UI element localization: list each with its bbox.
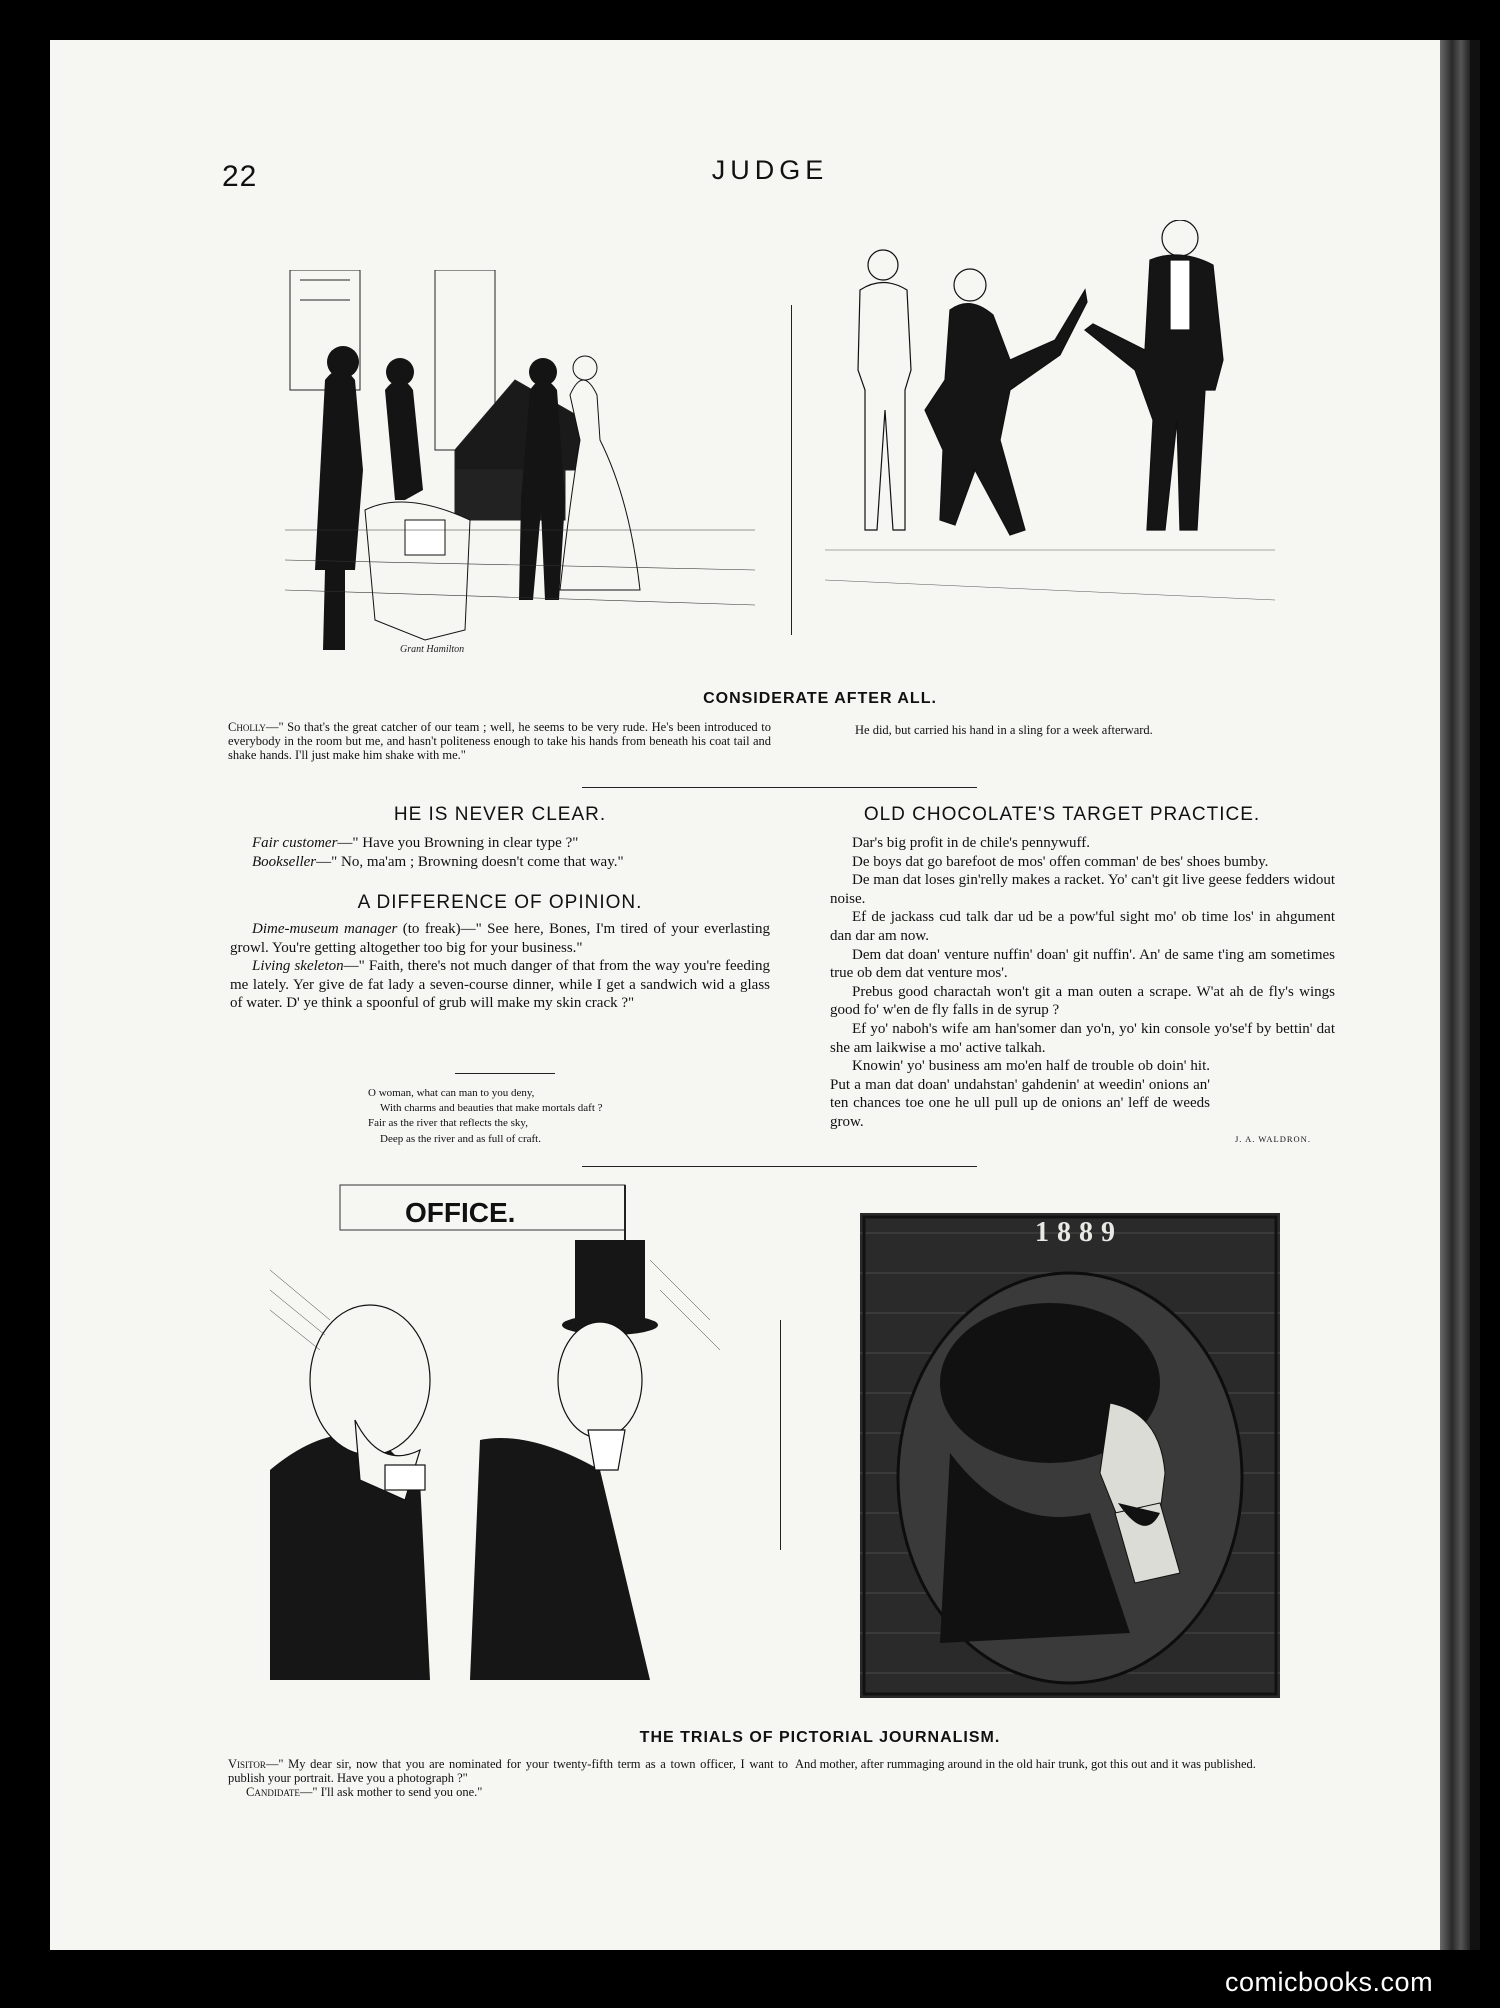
artist-signature: Grant Hamilton [400, 644, 465, 655]
cholly-quote: —" So that's the great catcher of our team ; well, he seems to be very rude. He's been introduced to everybody in the room but me, and hasn't politeness enough to take his hands from beneath his coat tail and shake hands. I'll just make him shake with me." [228, 720, 771, 762]
heading-target-practice: OLD CHOCOLATE'S TARGET PRACTICE. [863, 804, 1261, 825]
caption-mother: And mother, after rummaging around in the old hair trunk, got this out and it was published. [795, 1757, 1256, 1771]
never-clear-text [230, 834, 770, 871]
proverb-paragraph: De boys dat go barefoot de mos' offen comman' de bes' shoes bumby. [852, 853, 1269, 870]
heading-difference: A DIFFERENCE OF OPINION. [357, 892, 643, 913]
watermark: comicbooks.com [1225, 1967, 1434, 1997]
book-spine [1470, 40, 1480, 1950]
candidate-quote: —" I'll ask mother to send you one." [299, 1785, 483, 1799]
proverb-paragraph: Dar's big profit in de chile's pennywuff. [852, 835, 1090, 851]
caption-title-considerate: CONSIDERATE AFTER ALL. [703, 690, 937, 707]
bookseller-speaker: Bookseller [252, 853, 317, 870]
manager-speaker: Dime-museum manager [252, 921, 398, 937]
poem-divider [455, 1073, 555, 1074]
poem-line: Deep as the river and as full of craft. [380, 1132, 541, 1145]
poem-line: Fair as the river that reflects the sky, [368, 1117, 528, 1130]
poem [368, 1086, 698, 1147]
illustration-ballroom [285, 270, 755, 680]
office-sign: OFFICE. [405, 1197, 516, 1228]
speaker-candidate: Candidate [246, 1785, 300, 1799]
skeleton-speaker: Living skeleton [252, 958, 344, 975]
year-label: 1889 [1035, 1217, 1123, 1248]
proverb-paragraph: Ef de jackass cud talk dar ud be a pow'ful sight mo' ob time los' in ahgument dan dar am now. [830, 909, 1335, 944]
bookseller-line: —" No, ma'am ; Browning doesn't come that way." [316, 853, 624, 870]
proverb-paragraph: Knowin' yo' business am mo'en half de trouble ob doin' hit. Put a man dat doan' undahstan' gahdenin' at weedin' onions an' ten chances toe one he ull pull up de onions an' leff de weeds grow. [830, 1058, 1210, 1130]
vertical-divider-top [791, 305, 792, 635]
illustration-handshake [825, 220, 1275, 650]
illustration-office [270, 1180, 770, 1680]
target-practice-text [830, 834, 1335, 1132]
speaker-cholly: Cholly [228, 720, 266, 734]
poem-line: With charms and beauties that make mortals daft ? [380, 1102, 603, 1115]
proverb-paragraph: Ef yo' naboh's wife am han'somer dan yo'n, yo' kin console yo'se'f by bettin' dat she am laikwise a mo' active talkah. [830, 1020, 1335, 1056]
page-number: 22 [222, 160, 258, 193]
proverb-paragraph: Dem dat doan' venture nuffin' doan' git nuffin'. An' de same t'ing am sometimes true ob dem dat venture mos'. [830, 946, 1335, 982]
page-stack-edge [1440, 40, 1470, 1950]
fair-customer-line: —" Have you Browning in clear type ?" [337, 835, 579, 851]
divider-rule-middle [582, 1166, 977, 1167]
masthead-title: JUDGE [711, 155, 829, 185]
proverb-paragraph: Prebus good charactah won't git a man outen a scrape. W'at ah de fly's wings good fo' w'en de fly falls in de syrup ? [830, 983, 1335, 1019]
vertical-divider-bottom [780, 1320, 781, 1550]
caption-cholly [228, 720, 771, 762]
speaker-visitor: Visitor [228, 1757, 266, 1771]
skeleton-line: —" Faith, there's not much danger of that from the way you're feeding me lately. Yer give de fat lady a seven-course dinner, while I get a sandwich wid a glass of water. D' ye think a spoonful of grub will make my skin crack ?" [230, 958, 771, 1012]
fair-customer-speaker: Fair customer [252, 835, 338, 851]
divider-rule-top [582, 787, 977, 788]
caption-visitor [228, 1757, 788, 1799]
poem-line: O woman, what can man to you deny, [368, 1087, 535, 1099]
caption-title-journalism: THE TRIALS OF PICTORIAL JOURNALISM. [639, 1729, 1001, 1746]
proverb-paragraph: De man dat loses gin'relly makes a racket. Yo' can't git live geese fedders widout noise. [830, 872, 1335, 907]
author-signature: J. A. WALDRON. [1235, 1134, 1311, 1144]
manager-line: (to freak)—" See here, Bones, I'm tired of your everlasting growl. You're getting altogether too big for your business." [230, 921, 770, 956]
visitor-quote: —" My dear sir, now that you are nominated for your twenty-fifth term as a town officer, I want to publish your portrait. Have you a photograph ?" [228, 1757, 788, 1785]
illustration-portrait-1889 [860, 1213, 1280, 1698]
caption-afterward: He did, but carried his hand in a sling for a week afterward. [855, 723, 1153, 737]
difference-text [230, 920, 770, 1013]
heading-never-clear: HE IS NEVER CLEAR. [393, 804, 607, 825]
